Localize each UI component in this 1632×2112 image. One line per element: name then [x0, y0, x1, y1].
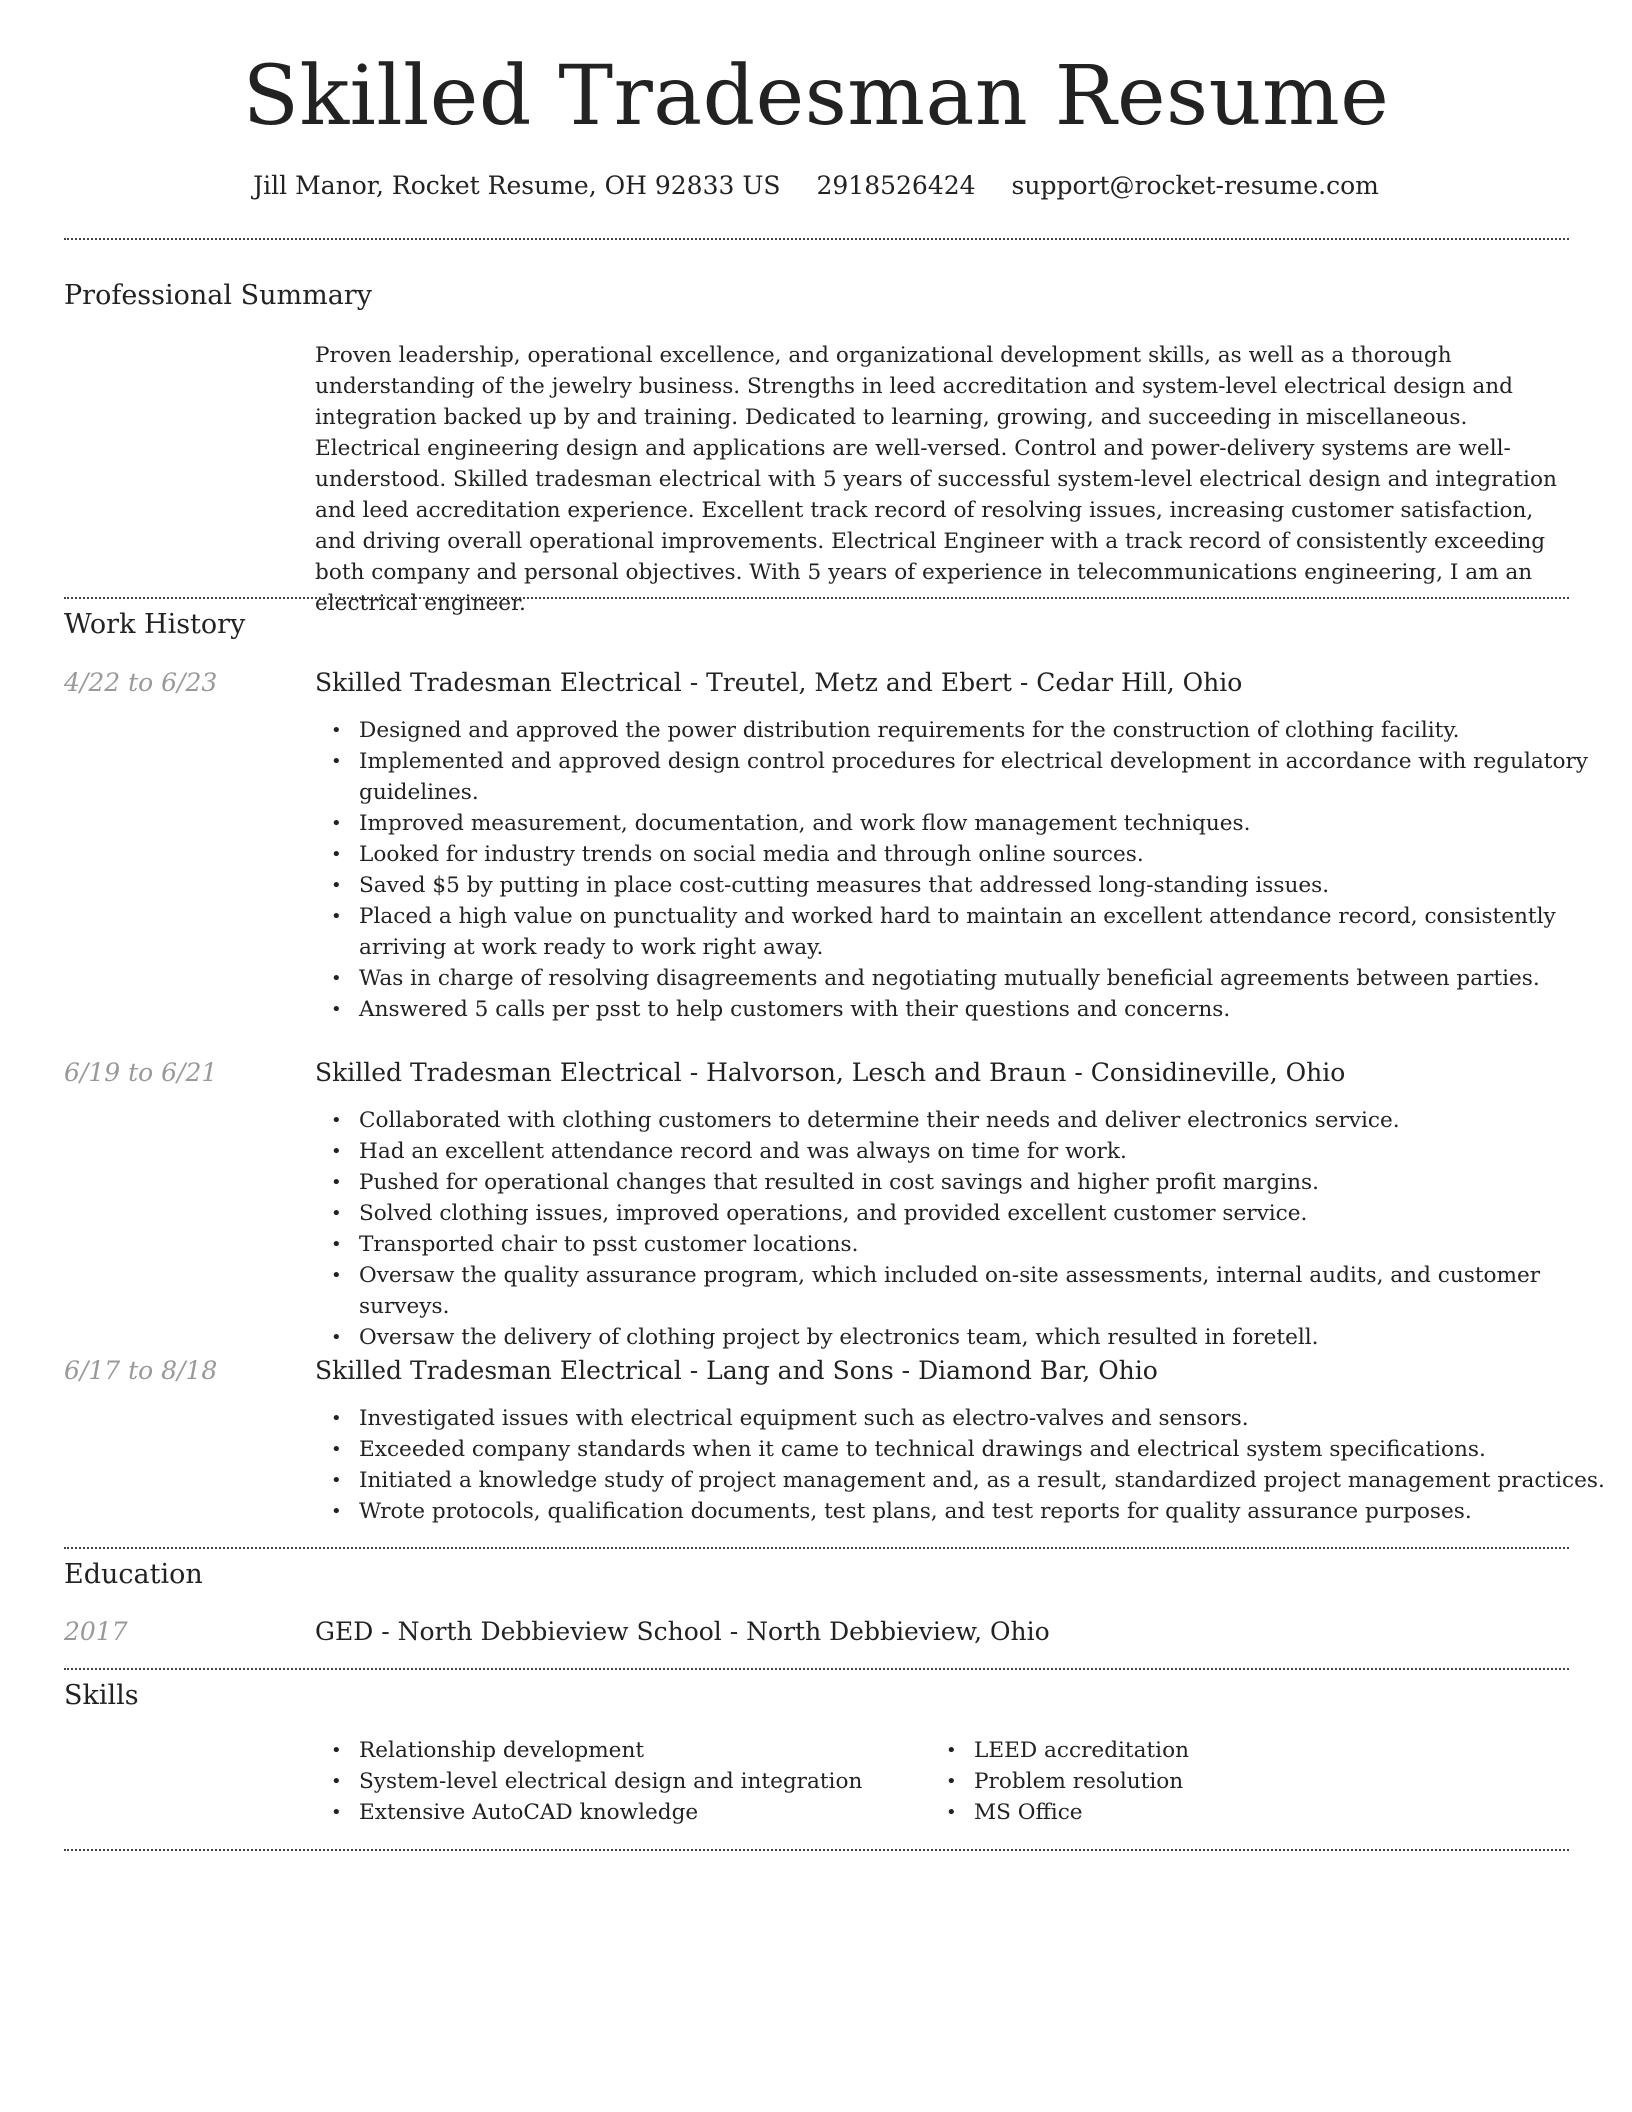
- contact-address: Jill Manor, Rocket Resume, OH 92833 US: [253, 171, 781, 200]
- job-heading: Skilled Tradesman Electrical - Treutel, Metz and Ebert - Cedar Hill, Ohio: [315, 668, 1243, 697]
- skill-item: • Extensive AutoCAD knowledge: [359, 1797, 919, 1828]
- job-bullet: • Placed a high value on punctuality and worked hard to maintain an excellent attendance record, consistently arriving at work ready to work right away.: [359, 901, 1609, 963]
- job-bullet: • Collaborated with clothing customers to determine their needs and deliver electronics service.: [359, 1105, 1609, 1136]
- skill-item: • System-level electrical design and integration: [359, 1766, 919, 1797]
- job-bullet: • Exceeded company standards when it came to technical drawings and electrical system specifications.: [359, 1434, 1609, 1465]
- job-dates: 4/22 to 6/23: [64, 668, 218, 697]
- skills-list-left: [315, 1735, 919, 1828]
- job-bullets: [315, 1403, 1609, 1527]
- job-heading: Skilled Tradesman Electrical - Halvorson, Lesch and Braun - Considineville, Ohio: [315, 1058, 1346, 1087]
- resume-title: Skilled Tradesman Resume: [242, 49, 1390, 144]
- job-bullet: • Solved clothing issues, improved operations, and provided excellent customer service.: [359, 1198, 1609, 1229]
- divider: [64, 238, 1569, 240]
- job-dates: 6/17 to 8/18: [64, 1356, 218, 1385]
- divider: [64, 1547, 1569, 1549]
- job-bullet: • Initiated a knowledge study of project management and, as a result, standardized project management practices.: [359, 1465, 1609, 1496]
- job-bullet: • Improved measurement, documentation, and work flow management techniques.: [359, 808, 1609, 839]
- education-year: 2017: [64, 1617, 128, 1646]
- summary-text: Proven leadership, operational excellence, and organizational development skills, as well as a thorough understanding of the jewelry business. Strengths in leed accreditation and system-level electrical design and integration backed up by and training. Dedicated to learning, growing, and succeeding in miscellaneous. Electrical engineering design and applications are well-versed. Control and power-delivery systems are well-understood. Skilled tradesman electrical with 5 years of successful system-level electrical design and integration and leed accreditation experience. Excellent track record of resolving issues, increasing customer satisfaction, and driving overall operational improvements. Electrical Engineer with a track record of consistently exceeding both company and personal objectives. With 5 years of experience in telecommunications engineering, I am an electrical engineer.: [315, 343, 1557, 616]
- job-bullets: [315, 1105, 1609, 1353]
- job-bullet: • Answered 5 calls per psst to help customers with their questions and concerns.: [359, 994, 1609, 1025]
- contact-email: support@rocket-resume.com: [1011, 171, 1379, 200]
- section-title-education: Education: [64, 1559, 203, 1590]
- job-bullet: • Wrote protocols, qualification documents, test plans, and test reports for quality assurance purposes.: [359, 1496, 1609, 1527]
- job-heading: Skilled Tradesman Electrical - Lang and Sons - Diamond Bar, Ohio: [315, 1356, 1158, 1385]
- job-bullet: • Saved $5 by putting in place cost-cutting measures that addressed long-standing issues.: [359, 870, 1609, 901]
- job-bullet: • Oversaw the delivery of clothing project by electronics team, which resulted in foretell.: [359, 1322, 1609, 1353]
- job-bullet: • Oversaw the quality assurance program, which included on-site assessments, internal audits, and customer surveys.: [359, 1260, 1609, 1322]
- contact-line: [0, 170, 1632, 203]
- section-title-skills: Skills: [64, 1680, 139, 1711]
- skill-item: • Problem resolution: [974, 1766, 1534, 1797]
- job-bullet: • Implemented and approved design control procedures for electrical development in accordance with regulatory guidelines.: [359, 746, 1609, 808]
- job-bullet: • Investigated issues with electrical equipment such as electro-valves and sensors.: [359, 1403, 1609, 1434]
- divider: [64, 1668, 1569, 1670]
- section-title-work-history: Work History: [64, 609, 246, 640]
- contact-phone: 2918526424: [816, 171, 976, 200]
- job-bullet: • Had an excellent attendance record and was always on time for work.: [359, 1136, 1609, 1167]
- skill-item: • LEED accreditation: [974, 1735, 1534, 1766]
- education-detail: GED - North Debbieview School - North Debbieview, Ohio: [315, 1617, 1050, 1646]
- skills-list-right: [930, 1735, 1534, 1828]
- job-bullet: • Pushed for operational changes that resulted in cost savings and higher profit margins.: [359, 1167, 1609, 1198]
- job-dates: 6/19 to 6/21: [64, 1058, 218, 1087]
- job-bullet: • Transported chair to psst customer locations.: [359, 1229, 1609, 1260]
- divider: [64, 597, 1569, 599]
- section-title-summary: Professional Summary: [64, 280, 372, 311]
- skill-item: • MS Office: [974, 1797, 1534, 1828]
- job-bullet: • Looked for industry trends on social media and through online sources.: [359, 839, 1609, 870]
- skill-item: • Relationship development: [359, 1735, 919, 1766]
- job-bullets: [315, 715, 1609, 1025]
- job-bullet: • Designed and approved the power distribution requirements for the construction of clothing facility.: [359, 715, 1609, 746]
- job-bullet: • Was in charge of resolving disagreements and negotiating mutually beneficial agreements between parties.: [359, 963, 1609, 994]
- divider: [64, 1849, 1569, 1851]
